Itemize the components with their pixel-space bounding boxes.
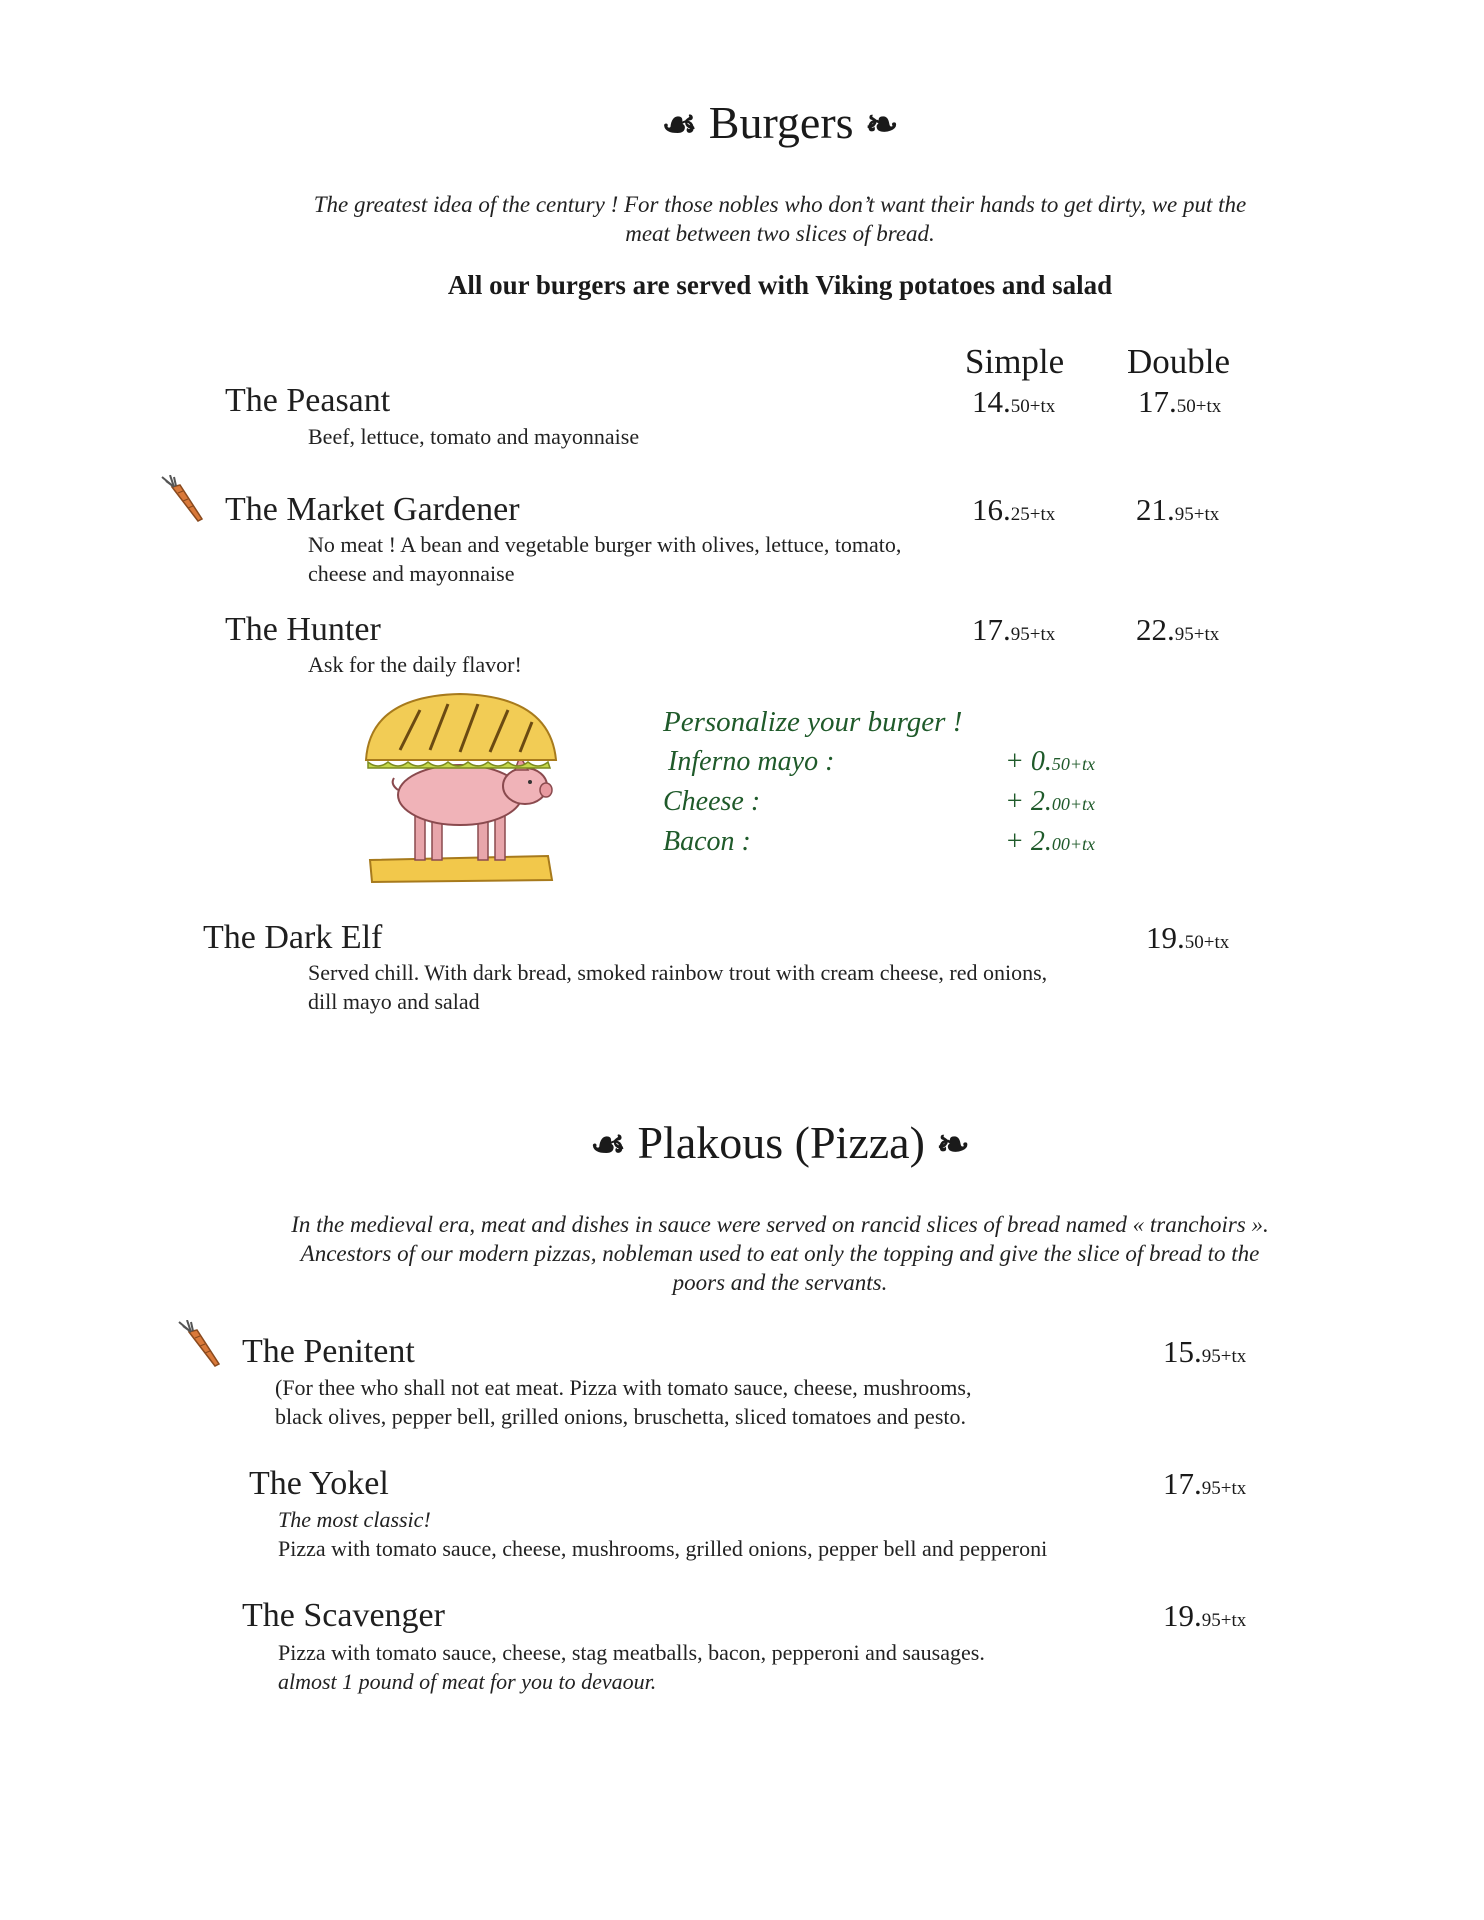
menu-item-description <box>278 1505 1047 1563</box>
price-int: 17. <box>1163 1466 1202 1501</box>
description-line: (For thee who shall not eat meat. Pizza with tomato sauce, cheese, mushrooms, <box>275 1375 972 1400</box>
menu-item-description: Ask for the daily flavor! <box>308 652 522 677</box>
price-cents: 95+tx <box>1201 1478 1247 1499</box>
description-line: No meat ! A bean and vegetable burger with olives, lettuce, tomato, <box>308 532 902 557</box>
ornament-left-icon: ☙ <box>590 1122 626 1167</box>
price-int: 16. <box>972 492 1011 527</box>
price-int: 19. <box>1163 1598 1202 1633</box>
customize-option-label: Cheese : <box>663 786 761 817</box>
ornament-right-icon: ❧ <box>865 102 899 147</box>
price-cents: 95+tx <box>1174 624 1220 645</box>
pizza-intro-line: Ancestors of our modern pizzas, nobleman used to eat only the topping and give the slice of bread to the <box>300 1241 1260 1266</box>
pizza-intro-line: In the medieval era, meat and dishes in sauce were served on rancid slices of bread named « tranchoirs ». <box>291 1212 1269 1237</box>
price-cents: 50+tx <box>1184 932 1230 953</box>
pig-burger-illustration <box>360 690 570 885</box>
menu-item-name: The Dark Elf <box>203 919 383 956</box>
menu-item-description <box>308 958 1047 1016</box>
price <box>1146 920 1229 956</box>
price-simple <box>972 384 1055 420</box>
menu-item-name: The Scavenger <box>242 1597 445 1634</box>
customize-option-price <box>1005 786 1095 818</box>
menu-item-description <box>278 1638 985 1696</box>
price-int: 22. <box>1136 612 1175 647</box>
menu-item-name: The Penitent <box>242 1333 415 1370</box>
price-cents: 95+tx <box>1010 624 1056 645</box>
price-int: 21. <box>1136 492 1175 527</box>
pizza-intro-line: poors and the servants. <box>672 1270 888 1295</box>
description-line: Served chill. With dark bread, smoked rainbow trout with cream cheese, red onions, <box>308 960 1048 985</box>
price <box>1163 1598 1246 1634</box>
customize-title: Personalize your burger ! <box>663 706 963 738</box>
customize-option-price <box>1005 746 1095 778</box>
price <box>1163 1466 1246 1502</box>
burgers-intro <box>200 190 1360 248</box>
description-tagline: The most classic! <box>278 1507 431 1532</box>
customize-option-label: Bacon : <box>663 826 751 857</box>
menu-item-description: Beef, lettuce, tomato and mayonnaise <box>308 424 640 449</box>
pizza-section-title <box>0 1116 1484 1169</box>
description-tagline: almost 1 pound of meat for you to devaour. <box>278 1669 657 1694</box>
menu-item-description <box>308 530 901 588</box>
carrot-icon <box>158 475 206 527</box>
burgers-intro-line: meat between two slices of bread. <box>625 221 935 246</box>
menu-item-name: The Peasant <box>225 382 391 419</box>
menu-item-name: The Yokel <box>249 1465 389 1502</box>
price-double <box>1136 612 1219 648</box>
price-simple <box>972 612 1055 648</box>
description-line: Pizza with tomato sauce, cheese, stag meatballs, bacon, pepperoni and sausages. <box>278 1640 985 1665</box>
price-cents: 95+tx <box>1174 504 1220 525</box>
price-cents: 95+tx <box>1201 1346 1247 1367</box>
customize-option-price <box>1005 826 1095 858</box>
price-int: 14. <box>972 384 1011 419</box>
column-header-simple: Simple <box>965 342 1065 381</box>
price-int: + 2. <box>1005 786 1052 817</box>
price-cents: 00+tx <box>1051 834 1096 854</box>
description-line: Pizza with tomato sauce, cheese, mushrooms, grilled onions, pepper bell and pepperoni <box>278 1536 1048 1561</box>
pizza-intro <box>180 1210 1380 1297</box>
menu-item-description <box>275 1373 971 1431</box>
price <box>1163 1334 1246 1370</box>
price-double <box>1136 492 1219 528</box>
burgers-section-title <box>0 96 1484 149</box>
price-cents: 50+tx <box>1051 754 1096 774</box>
carrot-icon <box>175 1320 223 1372</box>
column-header-double: Double <box>1127 342 1231 381</box>
price-int: + 0. <box>1005 746 1052 777</box>
menu-item-name: The Hunter <box>225 611 381 648</box>
price-cents: 95+tx <box>1201 1610 1247 1631</box>
customize-option-label: Inferno mayo : <box>668 746 835 777</box>
description-line: cheese and mayonnaise <box>308 561 515 586</box>
burgers-title-text: Burgers <box>708 97 854 148</box>
price-simple <box>972 492 1055 528</box>
price-int: 17. <box>1138 384 1177 419</box>
description-line: dill mayo and salad <box>308 989 480 1014</box>
pizza-title-text: Plakous (Pizza) <box>637 1117 925 1168</box>
ornament-left-icon: ☙ <box>661 102 698 147</box>
price-int: + 2. <box>1005 826 1052 857</box>
ornament-right-icon: ❧ <box>936 1122 970 1167</box>
price-double <box>1138 384 1221 420</box>
price-int: 19. <box>1146 920 1185 955</box>
price-cents: 50+tx <box>1010 396 1056 417</box>
price-int: 15. <box>1163 1334 1202 1369</box>
price-cents: 00+tx <box>1051 794 1096 814</box>
price-cents: 25+tx <box>1010 504 1056 525</box>
menu-item-name: The Market Gardener <box>225 491 520 528</box>
price-cents: 50+tx <box>1176 396 1222 417</box>
price-int: 17. <box>972 612 1011 647</box>
description-line: black olives, pepper bell, grilled onions, bruschetta, sliced tomatoes and pesto. <box>275 1404 966 1429</box>
burgers-intro-line: The greatest idea of the century ! For those nobles who don’t want their hands to get dirty, we put the <box>313 192 1247 217</box>
burgers-served-note: All our burgers are served with Viking potatoes and salad <box>447 270 1113 300</box>
